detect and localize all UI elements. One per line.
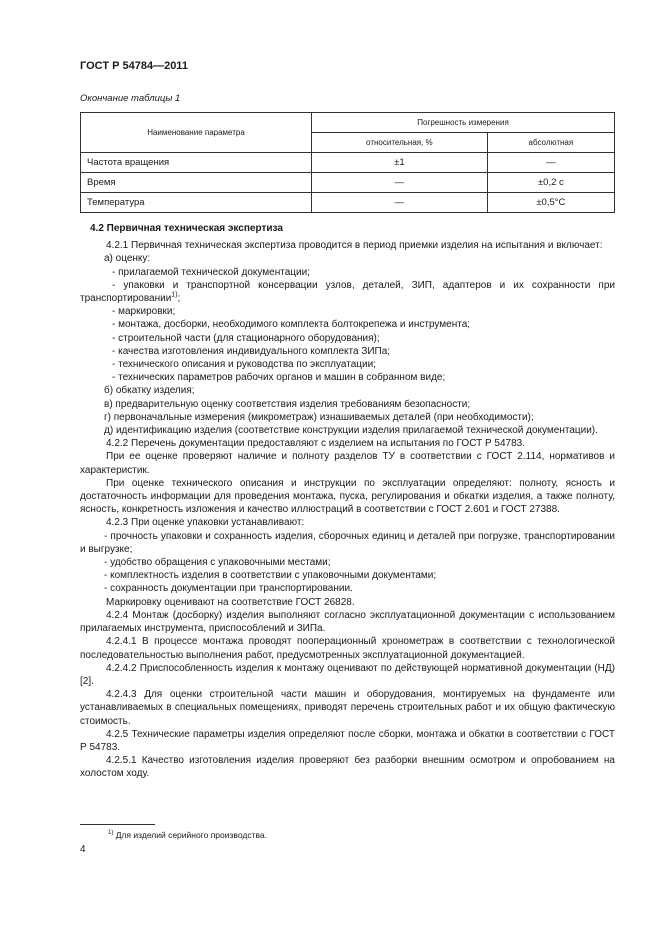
page-header: ГОСТ Р 54784—2011 [80, 60, 188, 72]
table-cell-name: Частота вращения [81, 153, 312, 173]
list-item: - монтажа, досборки, необходимого комплекта болтокрепежа и инструмента; [112, 319, 471, 331]
list-item: - прочность упаковки и сохранность изделия, сборочных единиц и деталей при погрузке, транспортировании и выгрузке; [80, 530, 615, 555]
paragraph: 4.2.4.2 Приспособленность изделия к монтажу оценивают по действующей нормативной документации (НД) [2]. [80, 662, 615, 687]
table-header-param: Наименование параметра [81, 113, 312, 153]
list-item: - технического описания и руководства по эксплуатации; [112, 359, 376, 371]
list-item-end: ; [177, 293, 181, 305]
footnote-mark: 1) [108, 830, 114, 837]
table-row [81, 193, 615, 213]
list-item: - строительной части (для стационарного оборудования); [112, 332, 380, 344]
table-cell-name: Температура [81, 193, 312, 213]
table-header-absolute: абсолютная [487, 133, 614, 153]
list-item: а) оценку: [104, 253, 151, 265]
table-cell-absolute: ±0,2 с [487, 173, 614, 193]
list-item: в) предварительную оценку соответствия изделия требованиям безопасности; [104, 398, 471, 410]
paragraph: Маркировку оценивают на соответствие ГОСТ 26828. [106, 596, 355, 608]
table-caption: Окончание таблицы 1 [80, 93, 181, 104]
table-cell-name: Время [81, 173, 312, 193]
footnote [108, 830, 267, 840]
paragraph: 4.2.2 Перечень документации предоставляют с изделием на испытания по ГОСТ Р 54783. [106, 438, 526, 450]
parameters-table [80, 112, 615, 213]
list-item: - качества изготовления индивидуального комплекта ЗИПа; [112, 345, 391, 357]
paragraph: 4.2.5.1 Качество изготовления изделия проверяют без разборки внешним осмотром и опробованием на холостом ходу. [80, 755, 615, 780]
table-cell-relative: — [312, 193, 488, 213]
paragraph: 4.2.4.3 Для оценки строительной части машин и оборудования, монтируемых на фундаменте или устанавливаемых в специальных помещениях, приводят перечень строительных работ и их общую фактическую стоимость. [80, 689, 615, 727]
table-header-relative: относительная, % [312, 133, 488, 153]
paragraph: 4.2.5 Технические параметры изделия определяют после сборки, монтажа и обкатки в соответствии с ГОСТ Р 54783. [80, 728, 615, 753]
table-cell-absolute: ±0,5°С [487, 193, 614, 213]
footnote-text: Для изделий серийного производства. [115, 830, 267, 840]
list-item-text: - упаковки и транспортной консервации узлов, деталей, ЗИП, адаптеров и их сохранности при транспортировании [80, 279, 615, 305]
paragraph: 4.2.3 При оценке упаковки устанавливают: [106, 517, 305, 529]
table-header-group: Погрешность измерения [312, 113, 615, 133]
list-item: д) идентификацию изделия (соответствие конструкции изделия прилагаемой технической документации). [104, 425, 598, 437]
table-row [81, 173, 615, 193]
paragraph: При ее оценке проверяют наличие и полноту разделов ТУ в соответствии с ГОСТ 2.114, нормативов и характеристик. [80, 451, 615, 476]
list-item: - сохранность документации при транспортировании. [104, 583, 353, 595]
list-item: б) обкатку изделия; [104, 385, 195, 397]
table-cell-relative: — [312, 173, 488, 193]
paragraph: При оценке технического описания и инструкции по эксплуатации определяют: полноту, ясность и достаточность информации для проведения монтажа, пуска, регулирования и обкатки изделия, а также полноту, ясность, конкретность изложения и качество иллюстраций в соответствии с ГОСТ 2.601 и ГОСТ 27388. [80, 477, 615, 516]
paragraph: 4.2.4 Монтаж (досборку) изделия выполняют согласно эксплуатационной документации с использованием прилагаемых инструмента, приспособлений и ЗИПа. [80, 609, 615, 635]
section-title: 4.2 Первичная техническая экспертиза [90, 223, 283, 234]
list-item [80, 279, 615, 305]
list-item: - маркировки; [112, 306, 176, 318]
document-body [80, 222, 615, 781]
table-cell-absolute: — [487, 153, 614, 173]
paragraph: 4.2.4.1 В процессе монтажа проводят пооперационный хронометраж в соответствии с технологической последовательностью выполнения работ, предусмотренных эксплуатационной документацией. [80, 636, 615, 661]
paragraph: 4.2.1 Первичная техническая экспертиза проводится в период приемки изделия на испытания и включает: [106, 240, 603, 252]
footnote-divider [80, 824, 155, 825]
list-item: - комплектность изделия в соответствии с упаковочными документами; [104, 570, 437, 582]
list-item: - прилагаемой технической документации; [112, 266, 310, 278]
page-number: 4 [80, 844, 86, 855]
table-row [81, 153, 615, 173]
list-item: г) первоначальные измерения (микрометраж) изнашиваемых деталей (при необходимости); [104, 411, 534, 423]
list-item: - технических параметров рабочих органов и машин в собранном виде; [112, 372, 446, 384]
list-item: - удобство обращения с упаковочными местами; [104, 557, 331, 569]
footnote-ref: 1) [171, 291, 178, 299]
table-cell-relative: ±1 [312, 153, 488, 173]
